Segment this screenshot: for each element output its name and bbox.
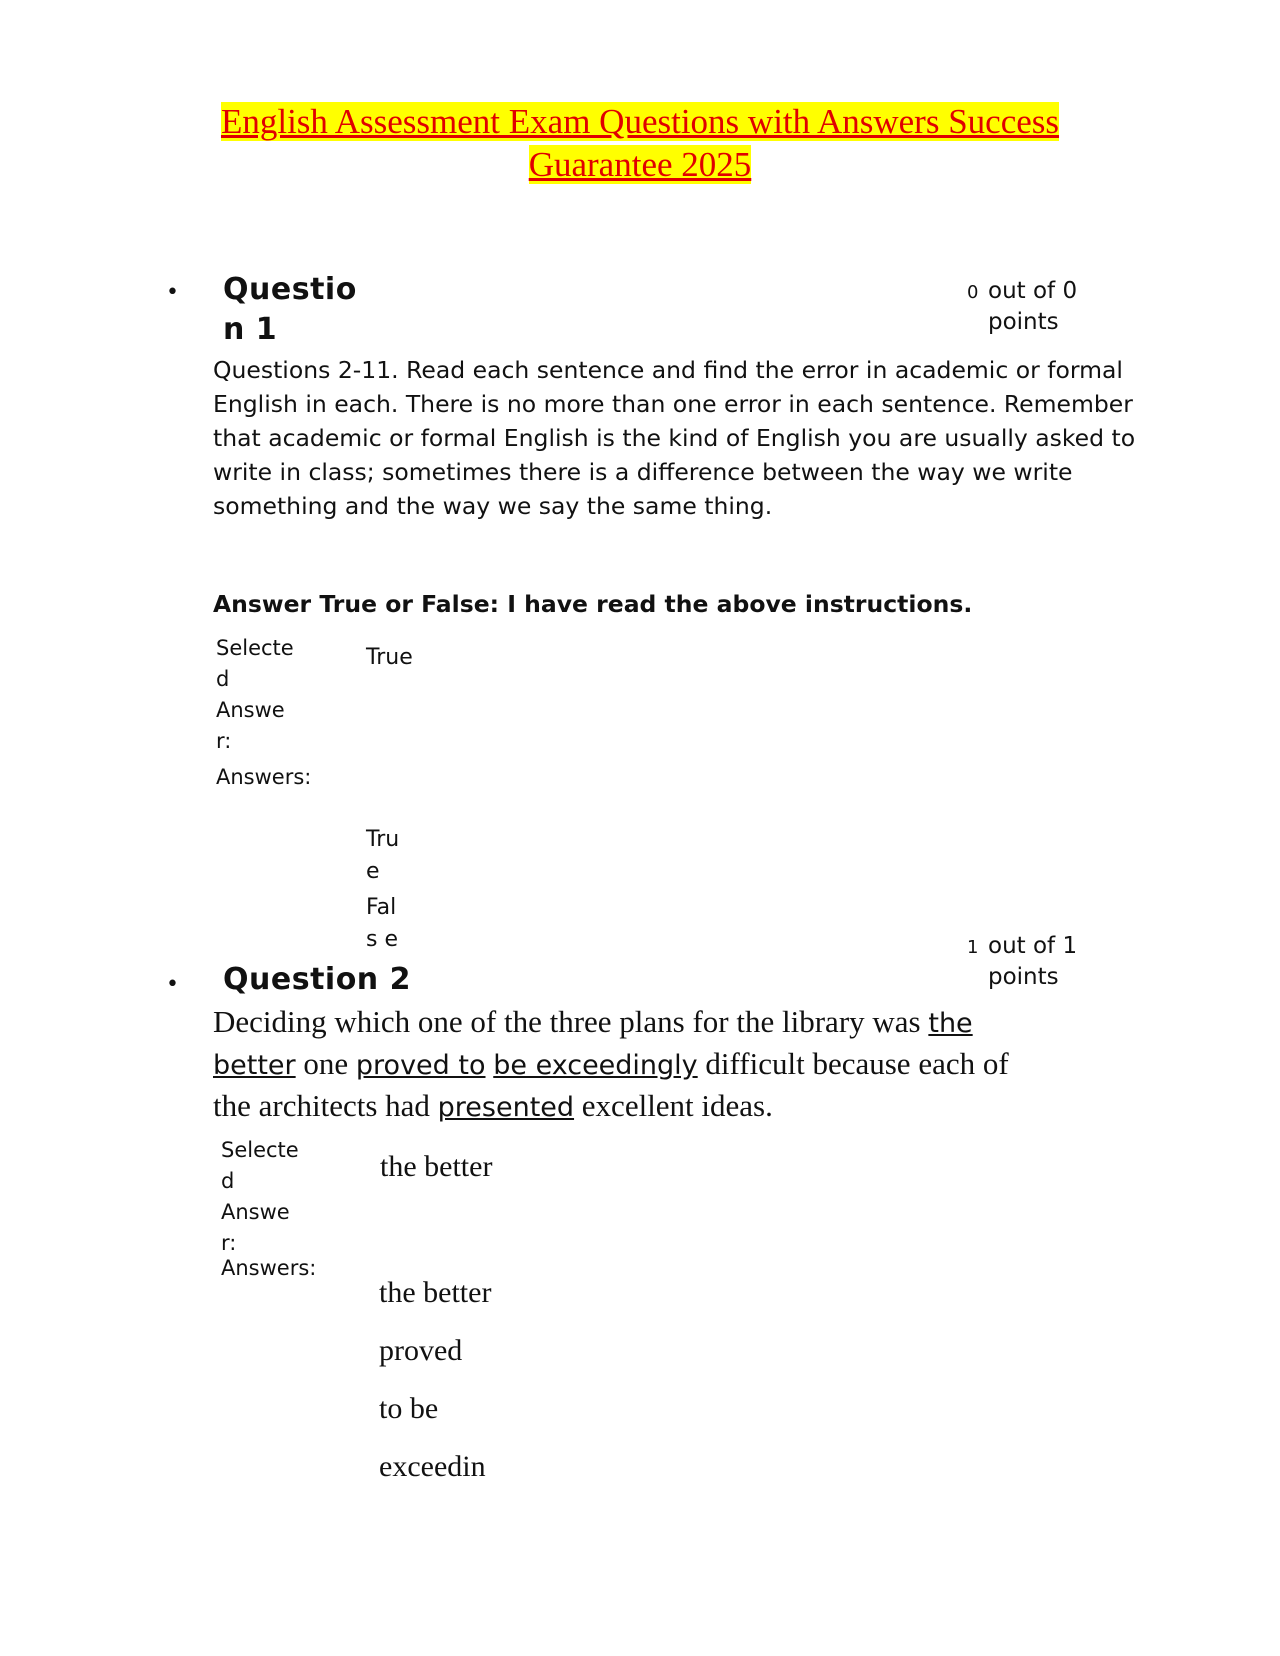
question-2-sentence: Deciding which one of the three plans for the library was the better one proved to be exceedingly difficult because each of the architects had presented excellent ideas.	[213, 1004, 1009, 1123]
title-line-2: Guarantee 2025	[528, 145, 752, 184]
question-2-points-number: 1	[967, 937, 979, 958]
question-2-points	[988, 931, 1077, 993]
question-1-answer-options	[366, 824, 399, 956]
question-2-selected-answer: the better	[380, 1150, 493, 1183]
question-2-points-line2: points	[988, 964, 1059, 990]
question-1-points	[988, 276, 1077, 338]
underlined-phrase: be exceedingly	[493, 1050, 698, 1081]
answer-option: s e	[366, 927, 398, 952]
question-1-answers-label: Answers:	[216, 765, 312, 789]
underlined-phrase: proved to	[355, 1050, 486, 1081]
question-1-points-line2: points	[988, 309, 1059, 335]
title-line-1: English Assessment Exam Questions with Answers Success	[220, 102, 1060, 141]
underlined-phrase: better	[213, 1050, 296, 1081]
answer-option: proved	[379, 1334, 463, 1367]
question-1-prompt: Answer True or False: I have read the above instructions.	[213, 590, 973, 618]
answer-option: Tru	[366, 827, 400, 852]
question-1-instructions: Questions 2-11. Read each sentence and find the error in academic or formal English in each. There is no more than one error in each sentence. Remember that academic or formal English is the kind of English you are usually asked to write in class; sometimes there is a difference between the way we write something and the way we say the same thing.	[213, 356, 1136, 520]
bullet-q1: •	[166, 280, 179, 305]
question-1-heading-line1: Questio	[223, 272, 357, 307]
document-title	[200, 100, 1080, 186]
answer-option: to be	[379, 1392, 439, 1425]
question-2-points-line1: out of 1	[988, 933, 1078, 959]
question-1-points-number: 0	[967, 282, 979, 303]
question-1-selected-answer: True	[366, 645, 413, 670]
answer-option: Fal	[366, 895, 397, 920]
question-1-points-line1: out of 0	[988, 278, 1078, 304]
bullet-q2: •	[166, 972, 179, 997]
question-2-answers-label: Answers:	[221, 1256, 317, 1280]
answer-option: exceedin	[379, 1450, 486, 1483]
question-2-selected-answer-label: Selecte d Answe r:	[221, 1138, 299, 1255]
answer-option: e	[366, 859, 380, 884]
underlined-phrase: presented	[437, 1092, 575, 1123]
question-1-heading-line2: n 1	[223, 312, 278, 347]
answer-option: the better	[379, 1276, 492, 1309]
question-2-answer-options	[379, 1264, 491, 1496]
question-2-heading: Question 2	[223, 962, 411, 997]
question-1-selected-answer-label: Selecte d Answe r:	[216, 636, 294, 753]
underlined-phrase: the	[928, 1008, 973, 1039]
question-1-heading	[223, 270, 357, 350]
